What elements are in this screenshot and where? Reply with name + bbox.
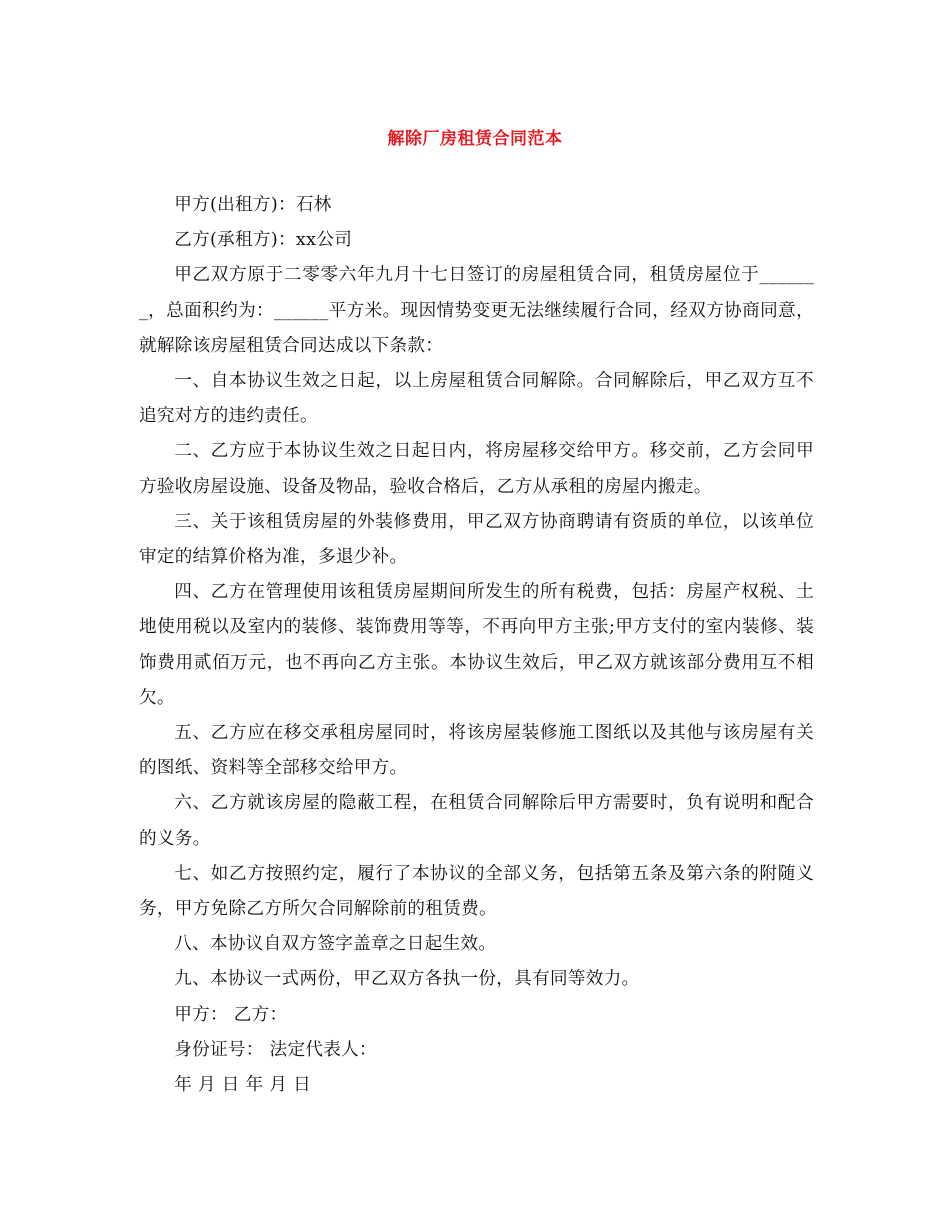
clause-7: 七、如乙方按照约定，履行了本协议的全部义务，包括第五条及第六条的附随义务，甲方免除乙方所欠合同解除前的租赁费。 — [139, 863, 814, 920]
clause-1: 一、自本协议生效之日起，以上房屋租赁合同解除。合同解除后，甲乙双方互不追究对方的违约责任。 — [139, 371, 814, 427]
signature-date-line: 年 月 日 年 月 日 — [174, 1075, 312, 1096]
signature-id-line: 身份证号： 法定代表人： — [174, 1039, 377, 1060]
document-title: 解除厂房租赁合同范本 — [387, 129, 563, 149]
clause-2: 二、乙方应于本协议生效之日起日内，将房屋移交给甲方。移交前，乙方会同甲方验收房屋设施、设备及物品，验收合格后，乙方从承租的房屋内搬走。 — [139, 441, 814, 497]
clause-5: 五、乙方应在移交承租房屋同时，将该房屋装修施工图纸以及其他与该房屋有关的图纸、资料等全部移交给甲方。 — [139, 723, 814, 779]
document-body — [139, 188, 814, 1103]
clause-3: 三、关于该租赁房屋的外装修费用，甲乙双方协商聘请有资质的单位，以该单位审定的结算价格为准，多退少补。 — [139, 511, 814, 568]
party-b-line: 乙方(承租方)：xx公司 — [174, 230, 353, 251]
party-a-line: 甲方(出租方)：石林 — [174, 195, 332, 215]
clause-8: 八、本协议自双方签字盖章之日起生效。 — [174, 934, 497, 955]
signature-parties-line: 甲方： 乙方： — [174, 1004, 288, 1025]
preamble-paragraph: 甲乙双方原于二零零六年九月十七日签订的房屋租赁合同，租赁房屋位于_______，总面积约为：______平方米。现因情势变更无法继续履行合同，经双方协商同意，就解除该房屋租赁合同达成以下条款： — [139, 265, 814, 356]
clause-6: 六、乙方就该房屋的隐蔽工程，在租赁合同解除后甲方需要时，负有说明和配合的义务。 — [139, 793, 814, 849]
clause-9: 九、本协议一式两份，甲乙双方各执一份，具有同等效力。 — [174, 969, 640, 990]
clause-4: 四、乙方在管理使用该租赁房屋期间所发生的所有税费，包括：房屋产权税、土地使用税以及室内的装修、装饰费用等等，不再向甲方主张;甲方支付的室内装修、装饰费用贰佰万元，也不再向乙方主张。本协议生效后，甲乙双方就该部分费用互不相欠。 — [139, 582, 814, 708]
